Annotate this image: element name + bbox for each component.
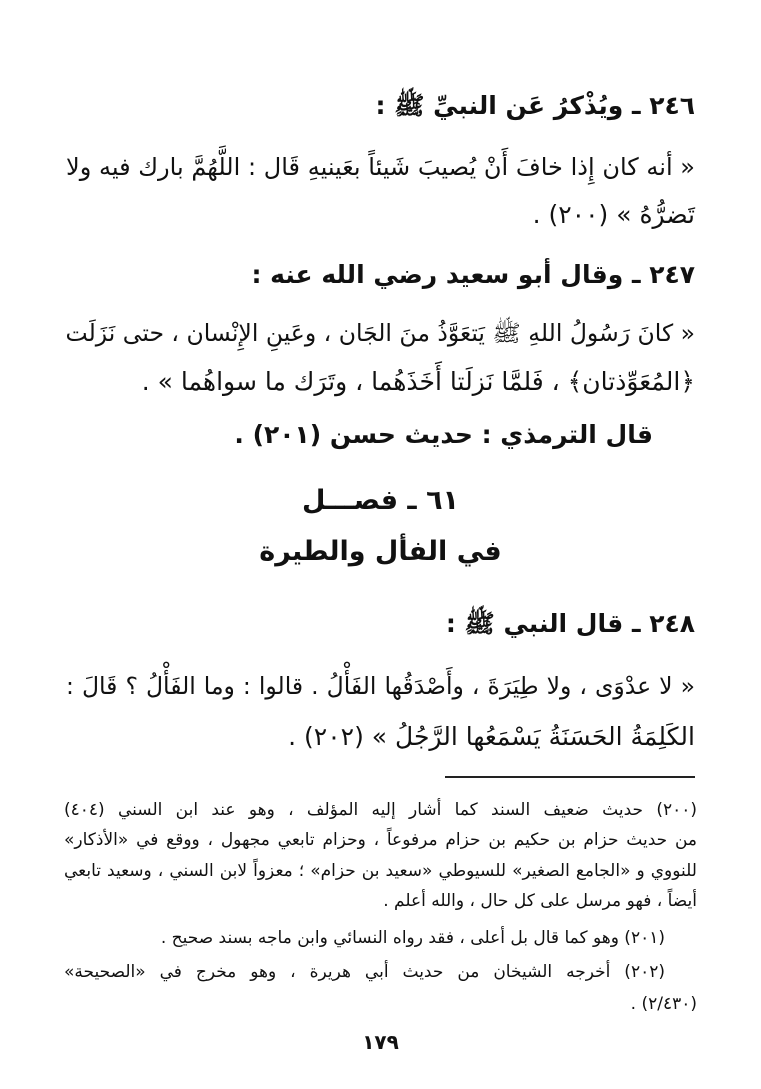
tirmidhi-grading: قال الترمذي : حديث حسن (٢٠١) .: [234, 420, 653, 449]
page-number: ١٧٩: [362, 1030, 399, 1054]
footnote-202-line-2: (٢/٤٣٠) .: [630, 994, 697, 1014]
hadith-246-line-2: تَضرُّهُ » (٢٠٠) .: [532, 200, 695, 229]
hadith-246-line-1: « أنه كان إِذا خافَ أَنْ يُصيبَ شَيئاً بعَينيهِ قَال : اللَّهُمَّ بارك فيه ولا: [66, 153, 695, 181]
hadith-248-line-2: الكَلِمَةُ الحَسَنَةُ يَسْمَعُها الرَّجُلُ » (٢٠٢) .: [288, 722, 695, 751]
hadith-247-line-2: ﴿المُعَوِّذتان﴾ ، فَلمَّا نَزلَتا أَخَذَهُما ، وتَرَك ما سواهُما » .: [141, 367, 695, 396]
hadith-248-heading: ٢٤٨ ـ قال النبي ﷺ :: [445, 609, 695, 638]
hadith-248-line-1: « لا عدْوَى ، ولا طِيَرَةَ ، وأَصْدَقُها الفَأْلُ . قالوا : وما الفَأْلُ ؟ قَالَ :: [66, 672, 695, 700]
footnote-200-line-2: من حديث حزام بن حكيم بن حزام مرفوعاً ، وحزام تابعي مجهول ، ووقع في «الأذكار»: [64, 830, 697, 850]
footnote-200-line-3: للنووي و «الجامع الصغير» للسيوطي «سعيد بن حزام» ؛ معزواً لابن السني ، وسعيد تابعي: [64, 861, 697, 881]
section-subtitle: في الفأل والطيرة: [259, 536, 502, 567]
footnote-200-line-1: (٢٠٠) حديث ضعيف السند كما أشار إليه المؤلف ، وهو عند ابن السني (٤٠٤): [64, 800, 697, 820]
footnote-202-line-1: (٢٠٢) أخرجه الشيخان من حديث أبي هريرة ، وهو مخرج في «الصحيحة»: [64, 962, 665, 982]
hadith-247-line-1: « كانَ رَسُولُ اللهِ ﷺ يَتعَوَّذُ منَ الجَان ، وعَينِ الإِنْسان ، حتى نَزَلَت: [65, 319, 695, 347]
section-title: ٦١ ـ فصـــل: [301, 485, 460, 516]
hadith-247-heading: ٢٤٧ ـ وقال أبو سعيد رضي الله عنه :: [251, 260, 695, 289]
hadith-246-heading: ٢٤٦ ـ ويُذْكرُ عَن النبيِّ ﷺ :: [375, 91, 695, 120]
footnote-200-line-4: أيضاً ، فهو مرسل على كل حال ، والله أعلم .: [383, 891, 697, 911]
footnote-separator: [445, 776, 695, 778]
footnote-201: (٢٠١) وهو كما قال بل أعلى ، فقد رواه النسائي وابن ماجه بسند صحيح .: [160, 928, 665, 948]
